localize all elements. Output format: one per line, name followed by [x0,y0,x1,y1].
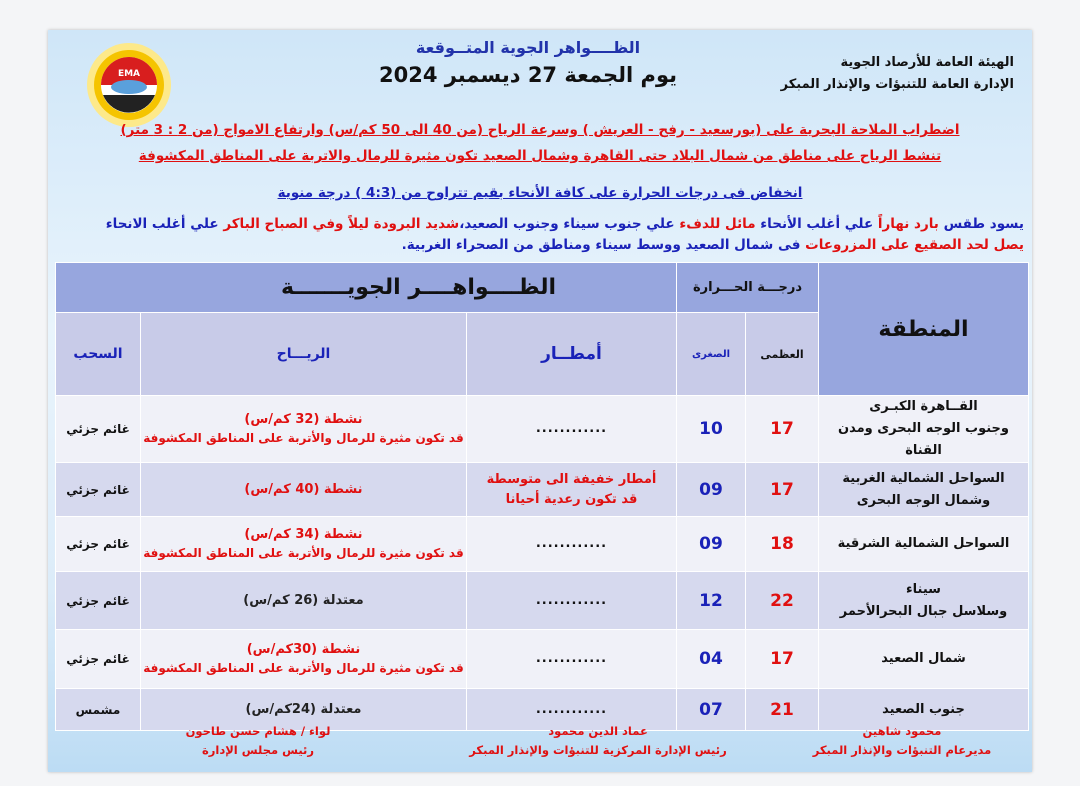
forecast-document [48,30,1032,772]
forecast-table [55,262,1029,731]
region-cell [819,517,1029,572]
signature-title: رئيس الإدارة المركزية للتنبؤات والإنذار المبكر [469,743,727,757]
summary-part: علي أغلب الأنحاء [755,216,878,232]
rain-cell [467,396,677,463]
rain-cell [467,630,677,689]
region-cell [819,630,1029,689]
table-row [56,572,1029,630]
signature-name: عماد الدين محمود [548,724,648,738]
temperature-note: انخفاض فى درجات الحرارة على كافة الأنحاء بقيم تتراوح من (4:3 ) درجة منوية [277,185,803,201]
svg-text:EMA: EMA [117,69,141,79]
wind-speed: نشطة (40 كم/س) [244,481,363,497]
rain-text: ............ [535,701,608,717]
wind-note: قد تكون مثيرة للرمال والأتربة على المناطق المكشوفة [143,546,464,560]
ema-logo-icon [86,42,172,128]
max-temp: 21 [746,689,819,731]
max-temp: 22 [746,572,819,630]
max-temp: 17 [746,630,819,689]
rain-cell [467,572,677,630]
header-min: الصغرى [677,313,746,396]
rain-text: أمطار خفيفة الى متوسطة [486,471,657,487]
wind-speed: معتدلة (26 كم/س) [243,592,364,608]
region-name-line2: وجنوب الوجه البحرى ومدن القناة [837,421,1010,458]
signature-title: مديرعام التنبؤات والإنذار المبكر [812,743,992,757]
header-wind: الريـــاح [141,313,467,396]
summary-part: يصل لحد الصقيع على المزروعات [805,237,1024,253]
wind-cell [141,572,467,630]
rain-text: ............ [535,421,608,436]
signature-3 [148,722,368,760]
wind-alert: تنشط الرياح على مناطق من شمال البلاد حتى القاهرة وشمال الصعيد تكون مثيرة للرمال والاتربة على المناطق المكشوفة [138,148,942,164]
header-phenomena: الظــــواهــــر الجويـــــــة [56,263,677,313]
rain-text: ............ [535,536,608,551]
region-name: شمال الصعيد [881,651,966,666]
summary-part: علي جنوب سيناء وجنوب الصعيد، [459,216,680,232]
region-name: القــاهرة الكبـرى [869,399,978,414]
summary-part: فى شمال الصعيد ووسط سيناء ومناطق من الصحراء الغربية. [401,237,806,253]
wind-speed: معتدلة (24كم/س) [245,701,362,717]
header-max: العظمى [746,313,819,396]
signature-title: رئيس مجلس الإدارة [201,743,314,757]
organization-name [781,52,1014,96]
org-line-1: الهيئة العامة للأرصاد الجوية [840,55,1014,70]
header-clouds: السحب [56,313,141,396]
min-temp: 12 [677,572,746,630]
summary-part: شديد البرودة ليلاً وفي الصباح الباكر [223,216,460,232]
clouds-cell: غائم جزئي [56,572,141,630]
region-name-line2: وسلاسل جبال البحرالأحمر [839,603,1008,619]
wind-speed: نشطة (34 كم/س) [244,527,363,542]
clouds-cell: غائم جزئي [56,517,141,572]
region-name: السواحل الشمالية الغربية [842,470,1005,486]
signature-name: محمود شاهين [862,724,942,738]
table-row [56,630,1029,689]
min-temp: 09 [677,463,746,517]
org-line-2: الإدارة العامة للتنبؤات والإنذار المبكر [780,77,1014,92]
clouds-cell: مشمس [56,689,141,731]
header-region: المنطقة [819,263,1029,396]
region-cell [819,463,1029,517]
region-name: السواحل الشمالية الشرقية [837,536,1010,551]
wind-speed: نشطة (32 كم/س) [244,412,363,427]
wind-cell [141,630,467,689]
max-temp: 17 [746,396,819,463]
marine-alert: اضطراب الملاحة البحرية على (بورسعيد - رفح - العريش ) وسرعة الرياح (من 40 الى 50 كم/س) وارتفاع الامواج (من 2 : 3 متر) [120,122,960,138]
table-row [56,463,1029,517]
summary-part: مائل للدفء [679,216,756,232]
summary-part: يسود طقس [938,216,1024,232]
clouds-cell: غائم جزئي [56,396,141,463]
rain-text: ............ [535,592,608,608]
wind-speed: نشطة (30كم/س) [246,642,361,657]
signature-1 [792,722,1012,760]
max-temp: 17 [746,463,819,517]
min-temp: 10 [677,396,746,463]
summary-part: بارد نهاراً [877,216,939,232]
wind-cell [141,463,467,517]
max-temp: 18 [746,517,819,572]
wind-cell [141,396,467,463]
min-temp: 07 [677,689,746,731]
wind-note: قد تكون مثيرة للرمال والأتربة على المناطق المكشوفة [143,661,464,675]
region-name: سيناء [906,581,941,597]
table-row [56,517,1029,572]
region-name: جنوب الصعيد [882,701,965,717]
region-cell [819,396,1029,463]
weather-summary [64,214,1024,256]
rain-cell [467,463,677,517]
wind-cell [141,517,467,572]
clouds-cell: غائم جزئي [56,630,141,689]
signature-name: لواء / هشام حسن طاحون [185,724,331,738]
clouds-cell: غائم جزئي [56,463,141,517]
region-name-line2: وشمال الوجه البحرى [856,492,991,508]
rain-cell [467,517,677,572]
min-temp: 04 [677,630,746,689]
title-main: الظــــواهر الجوية المتــوقعة [415,38,641,57]
wind-note: قد تكون مثيرة للرمال والأتربة على المناطق المكشوفة [143,431,464,445]
rain-text: ............ [535,651,608,666]
min-temp: 09 [677,517,746,572]
page-title [348,38,708,87]
signature-2 [448,722,748,760]
header-temperature: درجـــة الحـــرارة [677,263,819,313]
table-row [56,396,1029,463]
region-cell [819,572,1029,630]
rain-text-line2: قد تكون رعدية أحيانا [505,491,638,507]
title-date: يوم الجمعة 27 ديسمبر 2024 [378,63,677,87]
header-rain: أمطــار [467,313,677,396]
summary-part: علي أغلب الانحاء [105,216,224,232]
